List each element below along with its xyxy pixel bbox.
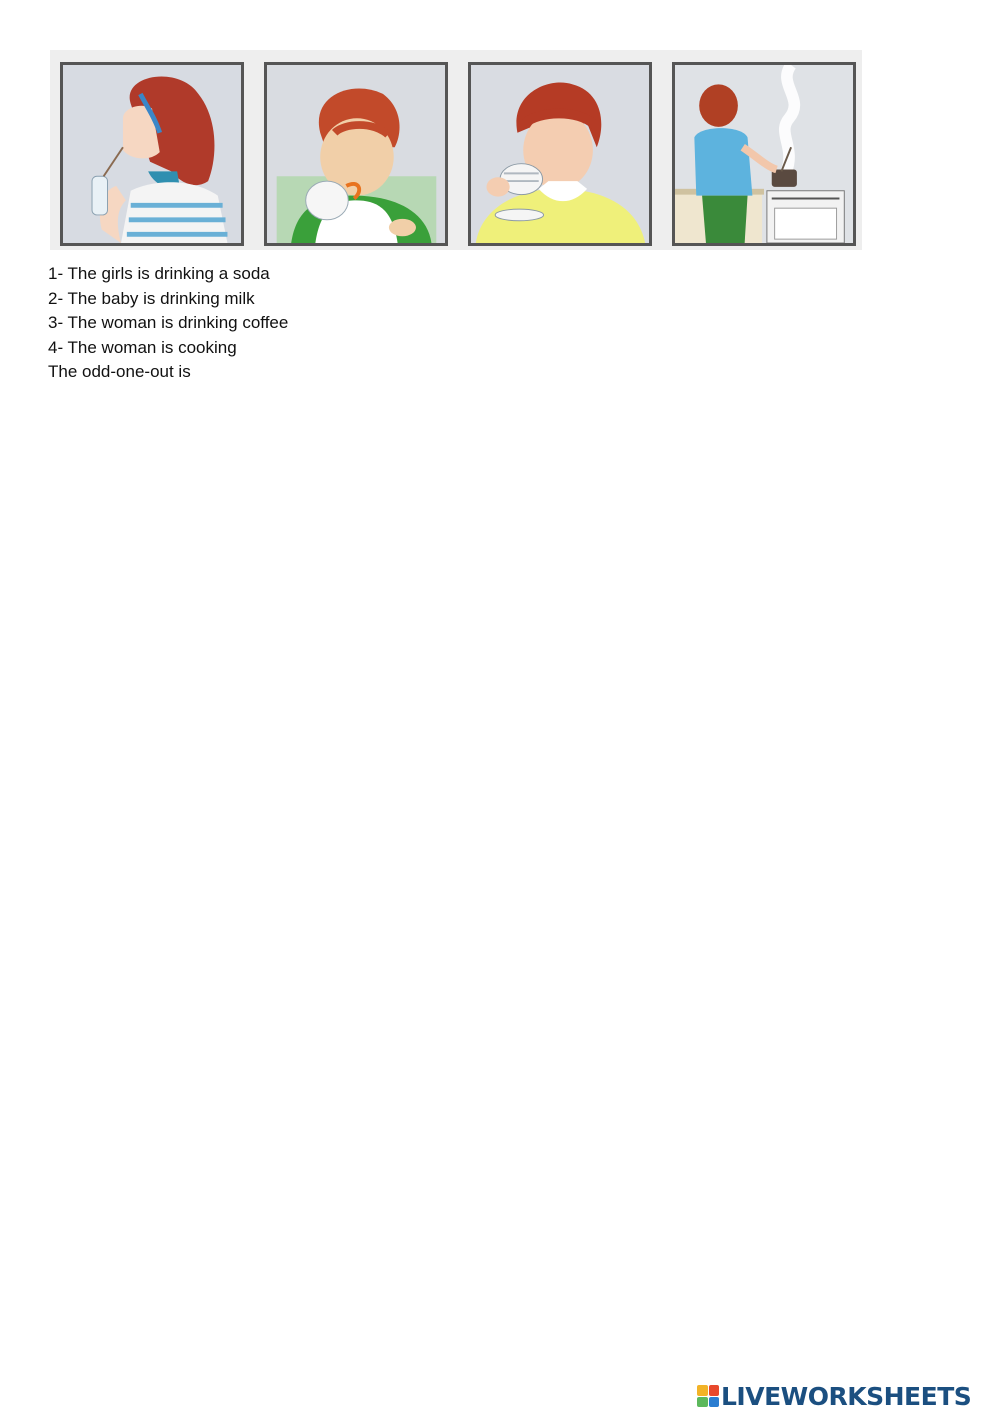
logo-block-icon: [709, 1397, 720, 1408]
picture-woman-coffee: [468, 62, 652, 246]
sentence-3: 3- The woman is drinking coffee: [48, 313, 289, 332]
picture-baby-milk: [264, 62, 448, 246]
logo-block-icon: [709, 1385, 720, 1396]
girl-soda-illustration: [63, 65, 241, 243]
odd-one-out-prompt: The odd-one-out is: [48, 362, 191, 381]
sentence-list: [48, 263, 648, 386]
picture-woman-cooking: [672, 62, 856, 246]
logo-block-icon: [697, 1397, 708, 1408]
liveworksheets-logo: [697, 1381, 971, 1411]
picture-girl-soda: [60, 62, 244, 246]
sentence-2: 2- The baby is drinking milk: [48, 288, 255, 308]
logo-block-icon: [697, 1385, 708, 1396]
sentence-1: 1- The girls is drinking a soda: [48, 264, 270, 283]
woman-cooking-illustration: [675, 65, 853, 243]
baby-milk-illustration: [267, 65, 445, 243]
woman-coffee-illustration: [471, 65, 649, 243]
brand-name: LIVEWORKSHEETS: [721, 1381, 972, 1411]
liveworksheets-blocks-icon: [697, 1385, 719, 1407]
sentence-4: 4- The woman is cooking: [48, 337, 237, 357]
picture-strip: [50, 50, 862, 250]
